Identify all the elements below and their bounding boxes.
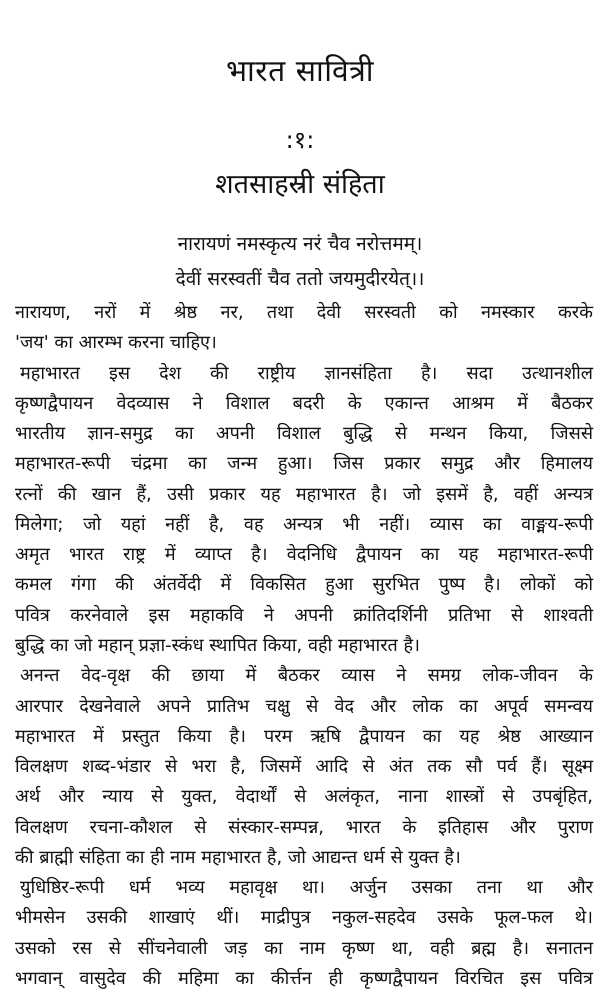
paragraph-line: युधिष्ठिर-रूपी धर्म भव्य महावृक्ष था। अर्जुन उसका तना था और — [20, 877, 593, 898]
paragraph-line: की ब्राह्मी संहिता का ही नाम महाभारत है, जो आद्यन्त धर्म से युक्त है। — [15, 847, 461, 868]
paragraph-line: भीमसेन उसकी शाखाएं थीं। माद्रीपुत्र नकुल-सहदेव उसके फूल-फल थे। — [15, 907, 593, 928]
paragraph-line: नारायण, नरों में श्रेष्ठ नर, तथा देवी सरस्वती को नमस्कार करके — [15, 302, 593, 323]
paragraph-line: महाभारत में प्रस्तुत किया है। परम ऋषि द्वैपायन का यह श्रेष्ठ आख्यान — [15, 726, 593, 747]
paragraph-line: महाभारत-रूपी चंद्रमा का जन्म हुआ। जिस प्रकार समुद्र और हिमालय — [15, 453, 593, 474]
paragraph-line: 'जय' का आरम्भ करना चाहिए। — [15, 332, 217, 353]
paragraph-line: उसको रस से सींचनेवाली जड़ का नाम कृष्ण था, वही ब्रह्म है। सनातन — [15, 938, 593, 959]
paragraph-line: कमल गंगा की अंतर्वेदी में विकसित हुआ सुरभित पुष्प है। लोकों को — [15, 574, 593, 595]
page-title: भारत सावित्री — [225, 54, 375, 89]
paragraph-line: कृष्णद्वैपायन वेदव्यास ने विशाल बदरी के एकान्त आश्रम में बैठकर — [15, 393, 593, 414]
paragraph-line: अर्थ और न्याय से युक्त, वेदार्थों से अलंकृत, नाना शास्त्रों से उपबृंहित, — [15, 786, 593, 807]
verse-line: देवीं सरस्वतीं चैव ततो जयमुदीरयेत्।। — [175, 268, 425, 290]
paragraph-line: विलक्षण रचना-कौशल से संस्कार-सम्पन्न, भारत के इतिहास और पुराण — [15, 817, 593, 838]
chapter-number: :१: — [285, 126, 315, 154]
paragraph-line: अमृत भारत राष्ट्र में व्याप्त है। वेदनिधि द्वैपायन का यह महाभारत-रूपी — [15, 544, 593, 565]
paragraph-line: विलक्षण शब्द-भंडार से भरा है, जिसमें आदि से अंत तक सौ पर्व हैं। सूक्ष्म — [15, 756, 593, 777]
verse-line: नारायणं नमस्कृत्य नरं चैव नरोत्तमम्। — [177, 233, 423, 255]
paragraph-line: बुद्धि का जो महान् प्रज्ञा-स्कंध स्थापित किया, वही महाभारत है। — [15, 635, 420, 656]
paragraph-line: मिलेगा; जो यहां नहीं है, वह अन्यत्र भी नहीं। व्यास का वाङ्मय-रूपी — [15, 514, 593, 535]
paragraph-line: अनन्त वेद-वृक्ष की छाया में बैठकर व्यास ने समग्र लोक-जीवन के — [20, 665, 593, 686]
paragraph-line: महाभारत इस देश की राष्ट्रीय ज्ञानसंहिता है। सदा उत्थानशील — [20, 363, 593, 384]
paragraph-line: आरपार देखनेवाले अपने प्रातिभ चक्षु से वेद और लोक का अपूर्व समन्वय — [15, 696, 593, 717]
paragraph-line: पवित्र करनेवाले इस महाकवि ने अपनी क्रांतिदर्शिनी प्रतिभा से शाश्वती — [15, 605, 593, 626]
paragraph-line: भारतीय ज्ञान-समुद्र का अपनी विशाल बुद्धि से मन्थन किया, जिससे — [15, 423, 593, 444]
paragraph-line: भगवान् वासुदेव की महिमा का कीर्त्तन ही कृष्णद्वैपायन विरचित इस पवित्र — [15, 968, 593, 989]
chapter-subtitle: शतसाहस्री संहिता — [215, 169, 385, 200]
paragraph-line: रत्नों की खान हैं, उसी प्रकार यह महाभारत है। जो इसमें है, वहीं अन्यत्र — [15, 484, 593, 505]
